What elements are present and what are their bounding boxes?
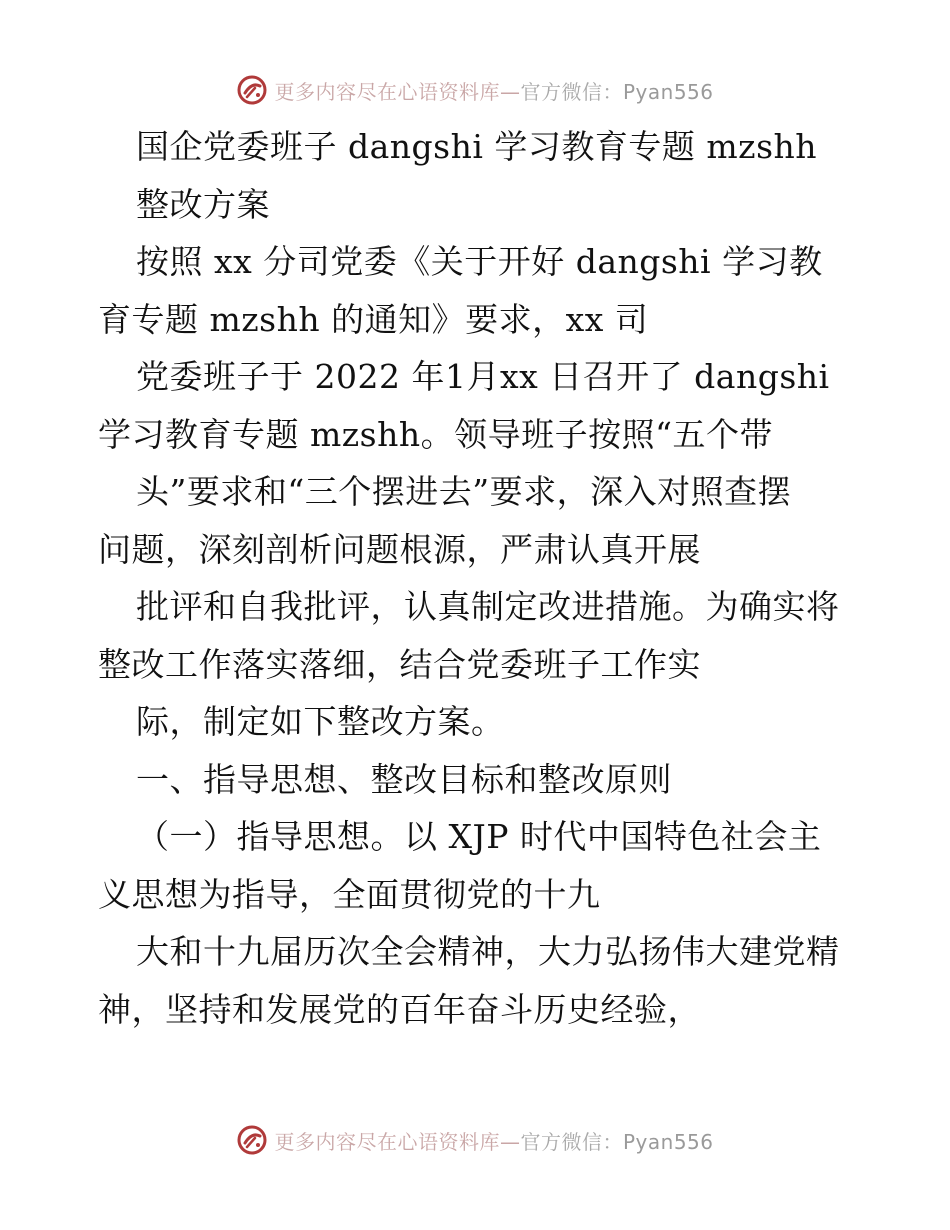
watermark-site-text: 更多内容尽在心语资料库 [274, 79, 500, 104]
watermark-separator: — [499, 1129, 521, 1154]
document-line: 大和十九届历次全会精神，大力弘扬伟大建党精 [136, 932, 840, 971]
watermark-wechat-id: Pyan556 [622, 1129, 714, 1154]
document-line: 整改工作落实落细，结合党委班子工作实 [98, 644, 701, 684]
watermark-wechat-id: Pyan556 [622, 79, 714, 104]
document-line: 一、指导思想、整改目标和整改原则 [136, 759, 672, 799]
document-line: 际，制定如下整改方案。 [136, 702, 505, 741]
document-line: 党委班子于 2022 年1月xx 日召开了 dangshi [136, 357, 830, 396]
document-line: 整改方案 [136, 184, 270, 224]
document-line: 义思想为指导，全面贯彻党的十九 [98, 874, 601, 914]
header-watermark [0, 70, 950, 110]
seal-logo-icon [236, 74, 268, 106]
document-line: 国企党委班子 dangshi 学习教育专题 mzshh [136, 127, 818, 166]
watermark-site-text: 更多内容尽在心语资料库 [274, 1129, 500, 1154]
document-line: 按照 xx 分司党委《关于开好 dangshi 学习教 [136, 242, 823, 281]
watermark-text [274, 76, 713, 105]
document-line: 神，坚持和发展党的百年奋斗历史经验， [98, 989, 701, 1029]
watermark-text [274, 1126, 713, 1155]
footer-watermark [0, 1120, 950, 1160]
document-line: （一）指导思想。以 XJP 时代中国特色社会主 [136, 817, 822, 856]
seal-logo-icon [236, 1124, 268, 1156]
document-line: 问题，深刻剖析问题根源，严肃认真开展 [98, 529, 701, 569]
document-line: 学习教育专题 mzshh。领导班子按照“五个带 [98, 414, 773, 454]
document-line: 头”要求和“三个摆进去”要求，深入对照查摆 [136, 472, 792, 511]
watermark-separator: — [499, 79, 521, 104]
watermark-wechat-label: 官方微信： [520, 79, 623, 104]
document-body [98, 118, 858, 1038]
watermark-wechat-label: 官方微信： [520, 1129, 623, 1154]
document-line: 育专题 mzshh 的通知》要求，xx 司 [98, 299, 649, 339]
document-line: 批评和自我批评，认真制定改进措施。为确实将 [136, 587, 840, 626]
